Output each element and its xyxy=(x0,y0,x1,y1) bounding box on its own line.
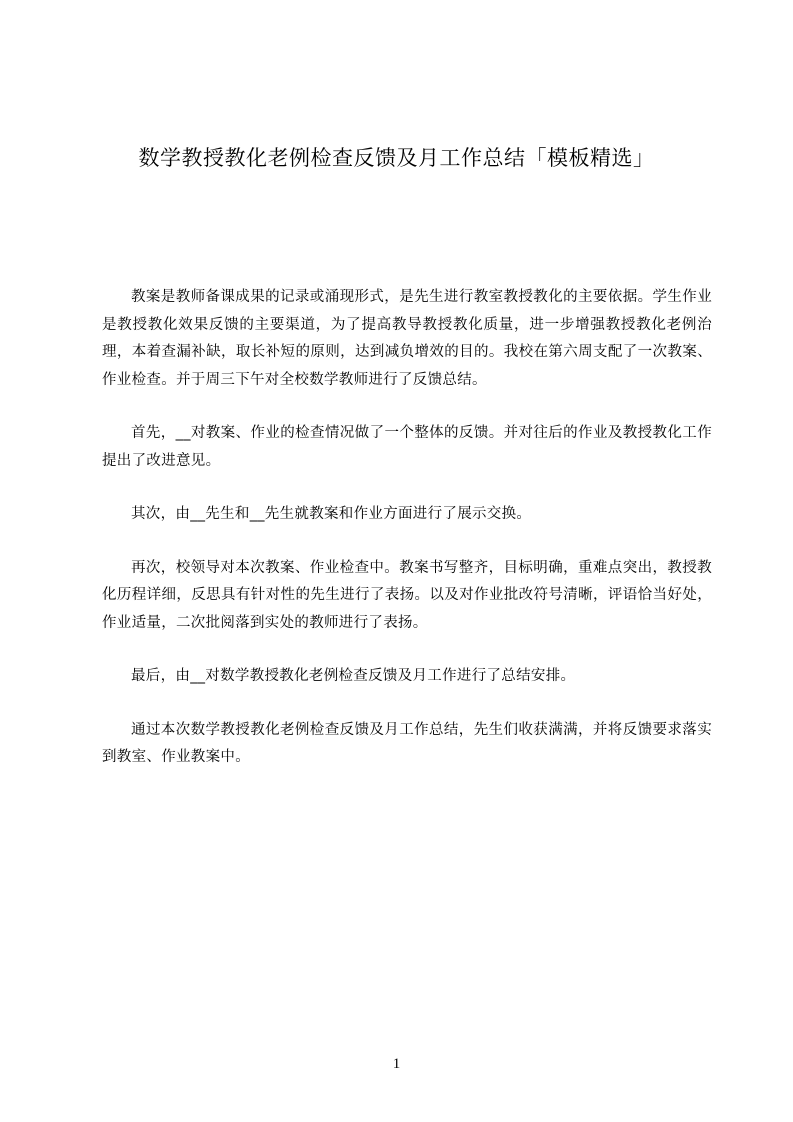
paragraph-third: 再次，校领导对本次教案、作业检查中。教案书写整齐，目标明确，重难点突出，教授教化历程详细，反思具有针对性的先生进行了表扬。以及对作业批改符号清晰，评语恰当好处，作业适量，二次批阅落到实处的教师进行了表扬。 xyxy=(102,559,712,631)
paragraph-intro: 教案是教师备课成果的记录或涌现形式，是先生进行教室教授教化的主要依据。学生作业是教授教化效果反馈的主要渠道，为了提高教导教授教化质量，进一步增强教授教化老例治理，本着查漏补缺，取长补短的原则，达到减负增效的目的。我校在第六周支配了一次教案、作业检查。并于周三下午对全校数学教师进行了反馈总结。 xyxy=(102,289,712,388)
paragraph-final: 最后，由__对数学教授教化老例检查反馈及月工作进行了总结安排。 xyxy=(131,668,576,684)
page-number: 1 xyxy=(392,1056,401,1072)
paragraph-first: 首先，__对教案、作业的检查情况做了一个整体的反馈。并对往后的作业及教授教化工作提出了改进意见。 xyxy=(102,425,712,469)
document-body xyxy=(102,284,712,798)
paragraph-conclusion: 通过本次数学教授教化老例检查反馈及月工作总结，先生们收获满满，并将反馈要求落实到教室、作业教案中。 xyxy=(102,721,712,765)
document-title: 数学教授教化老例检查反馈及月工作总结「模板精选」 xyxy=(138,146,655,170)
paragraph-second: 其次，由__先生和__先生就教案和作业方面进行了展示交换。 xyxy=(131,506,532,522)
